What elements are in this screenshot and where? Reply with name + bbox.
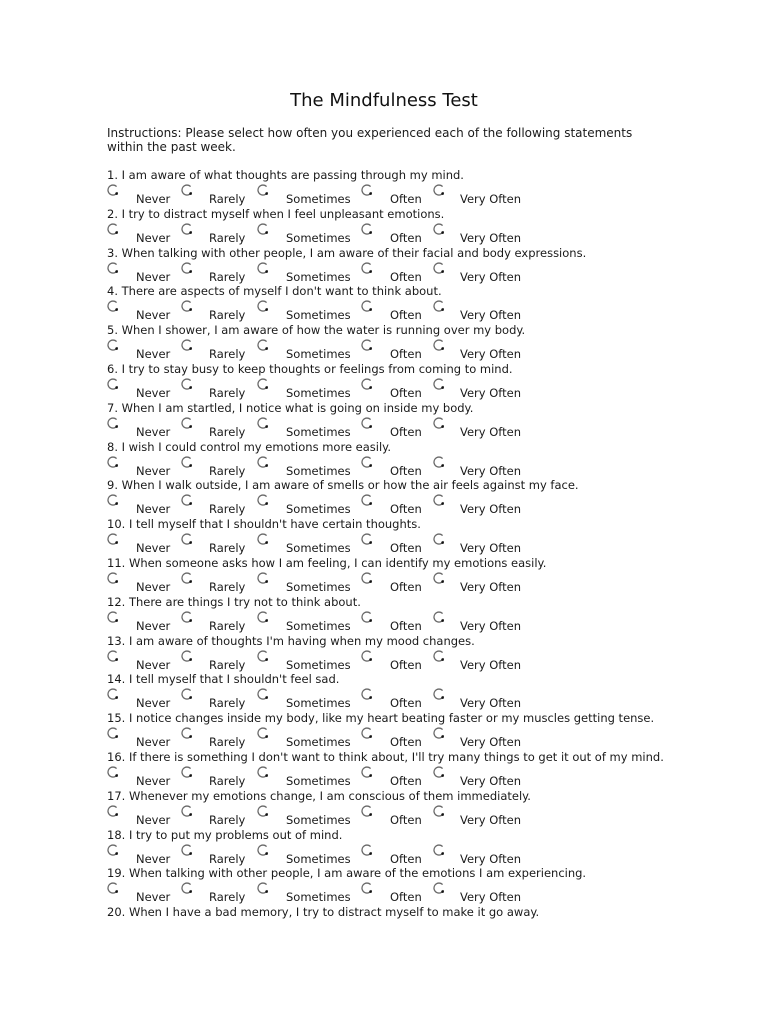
radio-button-icon[interactable]	[181, 456, 193, 468]
option-label: Very Often	[460, 579, 522, 594]
option-label: Very Often	[460, 230, 522, 245]
option-label: Often	[390, 579, 422, 594]
option-label: Often	[390, 230, 422, 245]
option-label: Sometimes	[286, 657, 351, 672]
radio-button-icon[interactable]	[433, 805, 445, 817]
radio-button-icon[interactable]	[433, 456, 445, 468]
radio-button-icon[interactable]	[361, 805, 373, 817]
radio-button-icon[interactable]	[107, 766, 119, 778]
option-label: Rarely	[209, 579, 246, 594]
radio-button-icon[interactable]	[361, 611, 373, 623]
question-text: 14. I tell myself that I shouldn't feel sad.	[107, 672, 340, 687]
radio-button-icon[interactable]	[361, 494, 373, 506]
radio-button-icon[interactable]	[107, 262, 119, 274]
option-label: Never	[136, 308, 171, 323]
radio-button-icon[interactable]	[257, 766, 269, 778]
radio-button-icon[interactable]	[107, 611, 119, 623]
option-label: Rarely	[209, 735, 246, 750]
question-item	[107, 750, 707, 789]
radio-button-icon[interactable]	[433, 223, 445, 235]
question-item	[107, 866, 707, 905]
answer-options	[107, 725, 707, 749]
option-label: Very Often	[460, 890, 522, 905]
option-label: Sometimes	[286, 230, 351, 245]
question-text: 17. Whenever my emotions change, I am conscious of them immediately.	[107, 788, 531, 803]
question-text: 7. When I am startled, I notice what is going on inside my body.	[107, 400, 474, 415]
option-label: Never	[136, 735, 171, 750]
option-label: Sometimes	[286, 192, 351, 206]
radio-button-icon[interactable]	[361, 223, 373, 235]
option-label: Very Often	[460, 618, 522, 633]
option-label: Very Often	[460, 347, 522, 362]
radio-button-icon[interactable]	[433, 262, 445, 274]
question-item	[107, 517, 707, 556]
question-text: 18. I try to put my problems out of mind.	[107, 827, 343, 842]
radio-button-icon[interactable]	[257, 688, 269, 700]
question-item	[107, 284, 707, 323]
option-label: Rarely	[209, 424, 246, 439]
question-text: 15. I notice changes inside my body, like my heart beating faster or my muscles getting tense.	[107, 711, 655, 726]
radio-button-icon[interactable]	[433, 184, 445, 196]
radio-button-icon[interactable]	[433, 339, 445, 351]
option-label: Rarely	[209, 347, 246, 362]
question-text: 4. There are aspects of myself I don't want to think about.	[107, 284, 442, 299]
radio-button-icon[interactable]	[107, 727, 119, 739]
option-label: Never	[136, 230, 171, 245]
radio-button-icon[interactable]	[181, 611, 193, 623]
radio-button-icon[interactable]	[257, 378, 269, 390]
option-label: Sometimes	[286, 735, 351, 750]
radio-button-icon[interactable]	[361, 417, 373, 429]
question-item	[107, 711, 707, 750]
question-text: 8. I wish I could control my emotions more easily.	[107, 439, 391, 454]
radio-button-icon[interactable]	[257, 611, 269, 623]
answer-options	[107, 609, 707, 633]
option-label: Never	[136, 502, 171, 517]
option-label: Sometimes	[286, 269, 351, 284]
option-label: Often	[390, 618, 422, 633]
radio-button-icon[interactable]	[107, 882, 119, 894]
question-item	[107, 828, 707, 867]
radio-button-icon[interactable]	[257, 844, 269, 856]
radio-button-icon[interactable]	[433, 494, 445, 506]
radio-button-icon[interactable]	[181, 572, 193, 584]
option-label: Rarely	[209, 385, 246, 400]
answer-options	[107, 686, 707, 710]
radio-button-icon[interactable]	[107, 339, 119, 351]
radio-button-icon[interactable]	[107, 184, 119, 196]
option-label: Sometimes	[286, 502, 351, 517]
option-label: Often	[390, 463, 422, 478]
answer-options	[107, 648, 707, 672]
option-label: Rarely	[209, 618, 246, 633]
radio-button-icon[interactable]	[361, 339, 373, 351]
radio-button-icon[interactable]	[181, 650, 193, 662]
question-item	[107, 207, 707, 246]
option-label: Never	[136, 579, 171, 594]
answer-options	[107, 842, 707, 866]
option-label: Never	[136, 890, 171, 905]
question-text: 6. I try to stay busy to keep thoughts or feelings from coming to mind.	[107, 361, 513, 376]
radio-button-icon[interactable]	[181, 805, 193, 817]
radio-button-icon[interactable]	[181, 727, 193, 739]
option-label: Rarely	[209, 657, 246, 672]
radio-button-icon[interactable]	[361, 650, 373, 662]
radio-button-icon[interactable]	[257, 417, 269, 429]
answer-options	[107, 415, 707, 439]
question-item	[107, 478, 707, 517]
option-label: Often	[390, 385, 422, 400]
radio-button-icon[interactable]	[181, 494, 193, 506]
answer-options	[107, 221, 707, 245]
option-label: Often	[390, 890, 422, 905]
question-list	[107, 168, 707, 944]
answer-options	[107, 260, 707, 284]
radio-button-icon[interactable]	[361, 688, 373, 700]
question-text: 3. When talking with other people, I am aware of their facial and body expressions.	[107, 245, 587, 260]
radio-button-icon[interactable]	[107, 300, 119, 312]
radio-button-icon[interactable]	[181, 223, 193, 235]
question-item	[107, 401, 707, 440]
question-item	[107, 634, 707, 673]
option-label: Never	[136, 773, 171, 788]
option-label: Never	[136, 347, 171, 362]
option-label: Often	[390, 696, 422, 711]
radio-button-icon[interactable]	[181, 533, 193, 545]
option-label: Very Often	[460, 812, 522, 827]
radio-button-icon[interactable]	[107, 844, 119, 856]
option-label: Often	[390, 424, 422, 439]
question-text: 16. If there is something I don't want to think about, I'll try many things to get it out of my mind.	[107, 749, 664, 764]
radio-button-icon[interactable]	[181, 882, 193, 894]
option-label: Very Often	[460, 424, 522, 439]
radio-button-icon[interactable]	[107, 417, 119, 429]
question-text: 20. When I have a bad memory, I try to distract myself to make it go away.	[107, 905, 540, 920]
radio-button-icon[interactable]	[361, 727, 373, 739]
answer-options	[107, 492, 707, 516]
radio-button-icon[interactable]	[433, 611, 445, 623]
radio-button-icon[interactable]	[361, 300, 373, 312]
option-label: Very Often	[460, 657, 522, 672]
answer-options	[107, 570, 707, 594]
option-label: Never	[136, 424, 171, 439]
answer-options	[107, 298, 707, 322]
option-label: Rarely	[209, 851, 246, 866]
radio-button-icon[interactable]	[181, 339, 193, 351]
question-item	[107, 323, 707, 362]
radio-button-icon[interactable]	[361, 262, 373, 274]
answer-options	[107, 182, 707, 206]
option-label: Rarely	[209, 773, 246, 788]
radio-button-icon[interactable]	[107, 650, 119, 662]
option-label: Never	[136, 463, 171, 478]
radio-button-icon[interactable]	[107, 688, 119, 700]
question-item	[107, 595, 707, 634]
option-label: Rarely	[209, 269, 246, 284]
radio-button-icon[interactable]	[107, 572, 119, 584]
radio-button-icon[interactable]	[181, 378, 193, 390]
option-label: Never	[136, 812, 171, 827]
radio-button-icon[interactable]	[433, 688, 445, 700]
radio-button-icon[interactable]	[433, 766, 445, 778]
option-label: Often	[390, 812, 422, 827]
radio-button-icon[interactable]	[361, 766, 373, 778]
radio-button-icon[interactable]	[433, 844, 445, 856]
radio-button-icon[interactable]	[181, 184, 193, 196]
question-text: 11. When someone asks how I am feeling, I can identify my emotions easily.	[107, 555, 547, 570]
question-text: 10. I tell myself that I shouldn't have certain thoughts.	[107, 517, 421, 532]
radio-button-icon[interactable]	[181, 417, 193, 429]
radio-button-icon[interactable]	[257, 805, 269, 817]
question-item	[107, 362, 707, 401]
question-item	[107, 440, 707, 479]
answer-options	[107, 803, 707, 827]
question-item	[107, 789, 707, 828]
option-label: Sometimes	[286, 541, 351, 556]
option-label: Never	[136, 851, 171, 866]
question-item	[107, 556, 707, 595]
radio-button-icon[interactable]	[257, 456, 269, 468]
option-label: Very Often	[460, 385, 522, 400]
option-label: Sometimes	[286, 308, 351, 323]
option-label: Sometimes	[286, 851, 351, 866]
option-label: Sometimes	[286, 424, 351, 439]
answer-options	[107, 454, 707, 478]
option-label: Often	[390, 541, 422, 556]
radio-button-icon[interactable]	[257, 494, 269, 506]
radio-button-icon[interactable]	[433, 650, 445, 662]
question-text: 1. I am aware of what thoughts are passing through my mind.	[107, 168, 464, 182]
question-text: 9. When I walk outside, I am aware of smells or how the air feels against my face.	[107, 478, 579, 493]
option-label: Often	[390, 269, 422, 284]
option-label: Very Often	[460, 851, 522, 866]
option-label: Sometimes	[286, 347, 351, 362]
radio-button-icon[interactable]	[361, 533, 373, 545]
option-label: Very Often	[460, 308, 522, 323]
radio-button-icon[interactable]	[257, 727, 269, 739]
question-text: 5. When I shower, I am aware of how the water is running over my body.	[107, 323, 526, 338]
option-label: Rarely	[209, 812, 246, 827]
option-label: Often	[390, 192, 422, 206]
radio-button-icon[interactable]	[257, 223, 269, 235]
question-text: 12. There are things I try not to think about.	[107, 594, 361, 609]
option-label: Never	[136, 541, 171, 556]
option-label: Sometimes	[286, 579, 351, 594]
question-item	[107, 246, 707, 285]
option-label: Often	[390, 502, 422, 517]
option-label: Very Often	[460, 541, 522, 556]
option-label: Rarely	[209, 192, 246, 206]
option-label: Rarely	[209, 890, 246, 905]
option-label: Never	[136, 192, 171, 206]
radio-button-icon[interactable]	[257, 533, 269, 545]
option-label: Never	[136, 657, 171, 672]
option-label: Often	[390, 735, 422, 750]
radio-button-icon[interactable]	[107, 533, 119, 545]
question-item	[107, 168, 707, 207]
radio-button-icon[interactable]	[107, 456, 119, 468]
option-label: Very Often	[460, 696, 522, 711]
answer-options	[107, 376, 707, 400]
radio-button-icon[interactable]	[433, 533, 445, 545]
option-label: Sometimes	[286, 812, 351, 827]
option-label: Very Often	[460, 735, 522, 750]
radio-button-icon[interactable]	[361, 184, 373, 196]
page-title: The Mindfulness Test	[290, 90, 478, 111]
answer-options	[107, 764, 707, 788]
question-text: 2. I try to distract myself when I feel unpleasant emotions.	[107, 206, 445, 221]
radio-button-icon[interactable]	[361, 844, 373, 856]
instructions: Instructions: Please select how often you experienced each of the following statements within the past week.	[107, 126, 633, 154]
radio-button-icon[interactable]	[433, 417, 445, 429]
question-text: 19. When talking with other people, I am aware of the emotions I am experiencing.	[107, 866, 587, 881]
radio-button-icon[interactable]	[257, 882, 269, 894]
radio-button-icon[interactable]	[433, 300, 445, 312]
radio-button-icon[interactable]	[257, 300, 269, 312]
option-label: Often	[390, 308, 422, 323]
radio-button-icon[interactable]	[361, 572, 373, 584]
option-label: Very Often	[460, 269, 522, 284]
radio-button-icon[interactable]	[257, 184, 269, 196]
radio-button-icon[interactable]	[107, 378, 119, 390]
radio-button-icon[interactable]	[181, 262, 193, 274]
radio-button-icon[interactable]	[181, 300, 193, 312]
option-label: Very Often	[460, 502, 522, 517]
option-label: Sometimes	[286, 385, 351, 400]
question-item	[107, 672, 707, 711]
question-text: 13. I am aware of thoughts I'm having when my mood changes.	[107, 633, 475, 648]
option-label: Rarely	[209, 502, 246, 517]
radio-button-icon[interactable]	[257, 572, 269, 584]
radio-button-icon[interactable]	[433, 727, 445, 739]
option-label: Very Often	[460, 192, 522, 206]
radio-button-icon[interactable]	[107, 223, 119, 235]
radio-button-icon[interactable]	[433, 882, 445, 894]
option-label: Rarely	[209, 463, 246, 478]
option-label: Often	[390, 773, 422, 788]
radio-button-icon[interactable]	[433, 572, 445, 584]
option-label: Very Often	[460, 463, 522, 478]
option-label: Never	[136, 385, 171, 400]
option-label: Rarely	[209, 696, 246, 711]
option-label: Sometimes	[286, 773, 351, 788]
option-label: Never	[136, 696, 171, 711]
answer-options	[107, 880, 707, 904]
radio-button-icon[interactable]	[257, 262, 269, 274]
option-label: Rarely	[209, 308, 246, 323]
option-label: Never	[136, 269, 171, 284]
option-label: Very Often	[460, 773, 522, 788]
radio-button-icon[interactable]	[361, 882, 373, 894]
answer-options	[107, 531, 707, 555]
radio-button-icon[interactable]	[107, 494, 119, 506]
radio-button-icon[interactable]	[361, 456, 373, 468]
option-label: Often	[390, 657, 422, 672]
question-item	[107, 905, 707, 944]
option-label: Sometimes	[286, 890, 351, 905]
radio-button-icon[interactable]	[181, 844, 193, 856]
radio-button-icon[interactable]	[433, 378, 445, 390]
option-label: Often	[390, 851, 422, 866]
radio-button-icon[interactable]	[257, 650, 269, 662]
answer-options	[107, 337, 707, 361]
radio-button-icon[interactable]	[361, 378, 373, 390]
option-label: Rarely	[209, 230, 246, 245]
option-label: Often	[390, 347, 422, 362]
radio-button-icon[interactable]	[181, 766, 193, 778]
radio-button-icon[interactable]	[181, 688, 193, 700]
option-label: Sometimes	[286, 618, 351, 633]
radio-button-icon[interactable]	[107, 805, 119, 817]
option-label: Sometimes	[286, 463, 351, 478]
option-label: Sometimes	[286, 696, 351, 711]
option-label: Never	[136, 618, 171, 633]
radio-button-icon[interactable]	[257, 339, 269, 351]
option-label: Rarely	[209, 541, 246, 556]
